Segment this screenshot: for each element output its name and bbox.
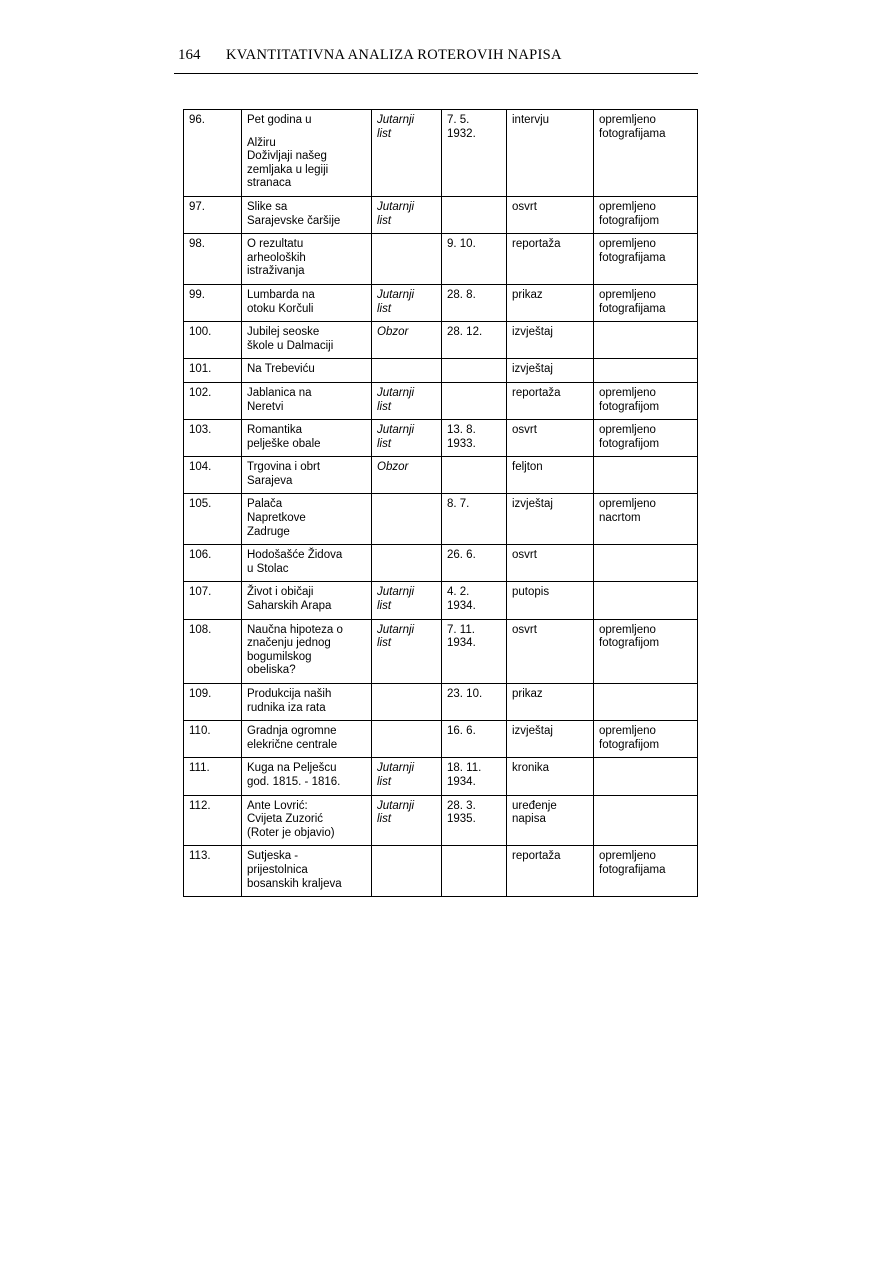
cell-title-line: u Stolac bbox=[247, 562, 289, 575]
cell-note-line: fotografijama bbox=[599, 127, 666, 140]
cell-note bbox=[594, 322, 698, 359]
cell-date bbox=[442, 196, 507, 233]
cell-date-line: 23. 10. bbox=[447, 688, 483, 700]
cell-date-line: 1932. bbox=[447, 127, 476, 140]
cell-genre bbox=[507, 795, 594, 846]
cell-genre bbox=[507, 322, 594, 359]
cell-date-line: 4. 2. bbox=[447, 586, 470, 599]
cell-date bbox=[442, 322, 507, 359]
cell-source-line: Jutarnji bbox=[377, 424, 415, 437]
table-row bbox=[184, 196, 698, 233]
table-row bbox=[184, 758, 698, 795]
cell-genre-line: izvještaj bbox=[512, 326, 553, 339]
cell-number-line: 109. bbox=[189, 688, 212, 700]
cell-date bbox=[442, 582, 507, 619]
cell-title-line: Sarajevske čaršije bbox=[247, 214, 341, 227]
cell-title-line: Jubilej seoske bbox=[247, 326, 320, 339]
cell-note-line: opremljeno bbox=[599, 288, 656, 301]
cell-source-line: Jutarnji bbox=[377, 762, 415, 775]
cell-genre-line: osvrt bbox=[512, 549, 537, 562]
cell-source-line: list bbox=[377, 637, 392, 650]
running-title: KVANTITATIVNA ANALIZA ROTEROVIH NAPISA bbox=[226, 47, 562, 63]
cell-title-line: Neretvi bbox=[247, 400, 284, 413]
cell-date-line: 28. 3. bbox=[447, 799, 476, 812]
cell-source-line: Jutarnji bbox=[377, 623, 415, 636]
cell-source bbox=[372, 619, 442, 683]
cell-title-line: Život i običaji bbox=[247, 586, 314, 599]
cell-title-line: Romantika bbox=[247, 424, 302, 437]
cell-title-line: značenju jednog bbox=[247, 637, 331, 650]
cell-date bbox=[442, 684, 507, 721]
cell-number-line: 104. bbox=[189, 461, 212, 474]
cell-title-line: Sutjeska - bbox=[247, 850, 299, 863]
cell-source bbox=[372, 110, 442, 197]
cell-genre bbox=[507, 284, 594, 321]
cell-date-line: 7. 5. bbox=[447, 114, 470, 126]
cell-number-line: 101. bbox=[189, 363, 212, 376]
cell-title-line: Lumbarda na bbox=[247, 288, 315, 301]
cell-number bbox=[184, 846, 242, 897]
cell-genre bbox=[507, 382, 594, 419]
cell-title bbox=[242, 457, 372, 494]
table-row bbox=[184, 619, 698, 683]
cell-title-line: istraživanja bbox=[247, 265, 305, 278]
cell-title-line: Trgovina i obrt bbox=[247, 461, 321, 474]
cell-note-line: opremljeno bbox=[599, 623, 656, 636]
cell-source-line: list bbox=[377, 600, 392, 613]
cell-note-line: nacrtom bbox=[599, 512, 641, 525]
table-row bbox=[184, 322, 698, 359]
cell-number-line: 110. bbox=[189, 725, 211, 738]
cell-note bbox=[594, 359, 698, 383]
cell-genre bbox=[507, 196, 594, 233]
cell-date bbox=[442, 234, 507, 285]
cell-date bbox=[442, 284, 507, 321]
header-rule bbox=[174, 73, 698, 74]
cell-note-line: fotografijama bbox=[599, 863, 666, 876]
cell-genre-line: feljton bbox=[512, 461, 543, 474]
table-row bbox=[184, 110, 698, 197]
cell-date bbox=[442, 382, 507, 419]
cell-genre-line: prikaz bbox=[512, 688, 543, 700]
cell-note bbox=[594, 494, 698, 545]
cell-note-line: fotografijom bbox=[599, 400, 660, 413]
cell-genre-line: reportaža bbox=[512, 850, 561, 863]
cell-title-line: Napretkove bbox=[247, 512, 306, 525]
cell-source-line: list bbox=[377, 437, 392, 450]
cell-title-line: Zadruge bbox=[247, 525, 290, 538]
cell-number bbox=[184, 196, 242, 233]
cell-note bbox=[594, 684, 698, 721]
cell-number-line: 112. bbox=[189, 799, 211, 812]
cell-source bbox=[372, 545, 442, 582]
cell-title-line: god. 1815. - 1816. bbox=[247, 775, 341, 788]
catalog-table-container bbox=[183, 109, 697, 897]
cell-title-line: Slike sa bbox=[247, 200, 288, 213]
catalog-table bbox=[183, 109, 698, 897]
cell-date bbox=[442, 846, 507, 897]
cell-source bbox=[372, 359, 442, 383]
cell-title-line: Cvijeta Zuzorić bbox=[247, 813, 324, 826]
cell-date bbox=[442, 359, 507, 383]
cell-source bbox=[372, 382, 442, 419]
cell-title-line: Gradnja ogromne bbox=[247, 725, 337, 738]
cell-title-line: obeliska? bbox=[247, 664, 296, 677]
cell-number bbox=[184, 619, 242, 683]
cell-number bbox=[184, 284, 242, 321]
cell-note-line: opremljeno bbox=[599, 238, 656, 251]
line-gap bbox=[247, 128, 367, 137]
cell-source bbox=[372, 234, 442, 285]
cell-date-line: 13. 8. bbox=[447, 424, 476, 437]
cell-number-line: 107. bbox=[189, 586, 212, 599]
cell-date-line: 16. 6. bbox=[447, 725, 476, 738]
cell-title bbox=[242, 359, 372, 383]
cell-title-line: Saharskih Arapa bbox=[247, 600, 332, 613]
cell-number bbox=[184, 494, 242, 545]
cell-title bbox=[242, 758, 372, 795]
cell-note-line: opremljeno bbox=[599, 850, 656, 863]
cell-genre bbox=[507, 846, 594, 897]
cell-note bbox=[594, 457, 698, 494]
cell-source-line: Jutarnji bbox=[377, 200, 415, 213]
cell-source bbox=[372, 684, 442, 721]
cell-genre-line: reportaža bbox=[512, 386, 561, 399]
cell-date bbox=[442, 721, 507, 758]
cell-number bbox=[184, 322, 242, 359]
cell-genre bbox=[507, 420, 594, 457]
cell-title bbox=[242, 234, 372, 285]
cell-genre-line: prikaz bbox=[512, 288, 543, 301]
cell-source bbox=[372, 420, 442, 457]
cell-note-line: opremljeno bbox=[599, 498, 656, 511]
cell-source bbox=[372, 721, 442, 758]
cell-title-line: Alžiru bbox=[247, 136, 276, 149]
cell-number bbox=[184, 721, 242, 758]
cell-title-line: bosanskih kraljeva bbox=[247, 877, 342, 890]
cell-date bbox=[442, 420, 507, 457]
cell-note bbox=[594, 795, 698, 846]
cell-title bbox=[242, 846, 372, 897]
cell-number-line: 111. bbox=[189, 762, 210, 775]
cell-genre bbox=[507, 721, 594, 758]
cell-note-line: fotografijama bbox=[599, 302, 666, 315]
cell-source-line: Obzor bbox=[377, 461, 409, 474]
cell-title bbox=[242, 795, 372, 846]
table-row bbox=[184, 359, 698, 383]
cell-date-line: 1933. bbox=[447, 437, 476, 450]
cell-number-line: 103. bbox=[189, 424, 212, 437]
cell-number-line: 108. bbox=[189, 623, 212, 636]
cell-title bbox=[242, 196, 372, 233]
table-row bbox=[184, 494, 698, 545]
table-row bbox=[184, 684, 698, 721]
table-row bbox=[184, 457, 698, 494]
cell-source-line: Jutarnji bbox=[377, 386, 415, 399]
cell-number bbox=[184, 359, 242, 383]
cell-note bbox=[594, 420, 698, 457]
cell-genre bbox=[507, 110, 594, 197]
cell-date-line: 28. 8. bbox=[447, 288, 476, 301]
cell-number bbox=[184, 795, 242, 846]
cell-genre bbox=[507, 582, 594, 619]
cell-date bbox=[442, 758, 507, 795]
cell-date-line: 26. 6. bbox=[447, 549, 476, 562]
cell-source bbox=[372, 196, 442, 233]
cell-date bbox=[442, 795, 507, 846]
cell-note bbox=[594, 846, 698, 897]
catalog-table-body bbox=[184, 110, 698, 897]
cell-title-line: Doživljaji našeg bbox=[247, 150, 327, 163]
cell-number bbox=[184, 457, 242, 494]
cell-note-line: fotografijom bbox=[599, 738, 660, 751]
cell-note-line: opremljeno bbox=[599, 386, 656, 399]
cell-title bbox=[242, 545, 372, 582]
cell-title-line: Na Trebeviću bbox=[247, 363, 315, 376]
cell-date-line: 28. 12. bbox=[447, 326, 483, 339]
cell-title-line: zemljaka u legiji bbox=[247, 163, 329, 176]
cell-title-line: Sarajeva bbox=[247, 474, 293, 487]
cell-date bbox=[442, 457, 507, 494]
cell-genre-line: izvještaj bbox=[512, 498, 553, 511]
table-row bbox=[184, 284, 698, 321]
cell-title-line: Palača bbox=[247, 498, 283, 511]
table-row bbox=[184, 382, 698, 419]
table-row bbox=[184, 420, 698, 457]
cell-number bbox=[184, 758, 242, 795]
cell-note bbox=[594, 545, 698, 582]
cell-note bbox=[594, 619, 698, 683]
cell-title bbox=[242, 322, 372, 359]
cell-title bbox=[242, 382, 372, 419]
cell-source bbox=[372, 846, 442, 897]
cell-title bbox=[242, 284, 372, 321]
table-row bbox=[184, 545, 698, 582]
cell-number bbox=[184, 110, 242, 197]
cell-date-line: 8. 7. bbox=[447, 498, 470, 511]
cell-note bbox=[594, 758, 698, 795]
cell-title-line: stranaca bbox=[247, 177, 292, 190]
cell-title-line: arheoloških bbox=[247, 251, 306, 264]
cell-title-line: škole u Dalmaciji bbox=[247, 339, 334, 352]
cell-genre-line: izvještaj bbox=[512, 725, 553, 738]
cell-note bbox=[594, 110, 698, 197]
cell-note-line: opremljeno bbox=[599, 200, 656, 213]
cell-source-line: list bbox=[377, 127, 392, 140]
cell-number-line: 99. bbox=[189, 288, 205, 301]
cell-genre-line: uređenje bbox=[512, 799, 557, 812]
cell-number bbox=[184, 420, 242, 457]
cell-genre bbox=[507, 619, 594, 683]
cell-date-line: 18. 11. bbox=[447, 762, 482, 775]
cell-title bbox=[242, 494, 372, 545]
cell-note-line: fotografijama bbox=[599, 251, 666, 264]
cell-source-line: list bbox=[377, 400, 392, 413]
page-number: 164 bbox=[178, 47, 201, 63]
cell-genre bbox=[507, 494, 594, 545]
table-row bbox=[184, 846, 698, 897]
cell-source-line: list bbox=[377, 214, 392, 227]
cell-date-line: 7. 11. bbox=[447, 623, 475, 636]
cell-number-line: 105. bbox=[189, 498, 212, 511]
cell-note-line: fotografijom bbox=[599, 214, 660, 227]
cell-source bbox=[372, 795, 442, 846]
running-head bbox=[174, 46, 698, 64]
cell-number-line: 113. bbox=[189, 850, 211, 863]
cell-title-line: O rezultatu bbox=[247, 238, 304, 251]
cell-title-line: Ante Lovrić: bbox=[247, 799, 308, 812]
cell-note-line: opremljeno bbox=[599, 114, 656, 126]
cell-genre-line: napisa bbox=[512, 813, 546, 826]
cell-source bbox=[372, 494, 442, 545]
cell-genre bbox=[507, 545, 594, 582]
cell-title bbox=[242, 420, 372, 457]
cell-number-line: 102. bbox=[189, 386, 212, 399]
cell-title bbox=[242, 110, 372, 197]
cell-source-line: list bbox=[377, 302, 392, 315]
table-row bbox=[184, 721, 698, 758]
cell-title-line: Jablanica na bbox=[247, 386, 312, 399]
cell-date-line: 9. 10. bbox=[447, 238, 476, 251]
cell-title-line: prijestolnica bbox=[247, 863, 308, 876]
cell-number-line: 97. bbox=[189, 200, 205, 213]
cell-title-line: Hodošašće Židova bbox=[247, 549, 343, 562]
cell-number bbox=[184, 234, 242, 285]
cell-source bbox=[372, 758, 442, 795]
cell-genre bbox=[507, 758, 594, 795]
cell-source bbox=[372, 582, 442, 619]
table-row bbox=[184, 234, 698, 285]
cell-genre-line: osvrt bbox=[512, 623, 537, 636]
cell-number bbox=[184, 684, 242, 721]
cell-note bbox=[594, 582, 698, 619]
cell-title-line: Naučna hipoteza o bbox=[247, 623, 343, 636]
cell-date-line: 1934. bbox=[447, 775, 476, 788]
cell-genre bbox=[507, 684, 594, 721]
cell-note-line: opremljeno bbox=[599, 424, 656, 437]
cell-title-line: elekrične centrale bbox=[247, 738, 338, 751]
cell-date-line: 1934. bbox=[447, 600, 476, 613]
cell-date-line: 1935. bbox=[447, 813, 476, 826]
cell-source-line: list bbox=[377, 813, 392, 826]
cell-number-line: 106. bbox=[189, 549, 212, 562]
cell-title-line: Produkcija naših bbox=[247, 688, 332, 700]
cell-genre bbox=[507, 457, 594, 494]
cell-title bbox=[242, 721, 372, 758]
cell-source-line: Jutarnji bbox=[377, 114, 415, 126]
cell-note bbox=[594, 196, 698, 233]
cell-title-line: otoku Korčuli bbox=[247, 302, 314, 315]
cell-source-line: Jutarnji bbox=[377, 586, 415, 599]
cell-number-line: 100. bbox=[189, 326, 212, 339]
cell-genre-line: osvrt bbox=[512, 200, 537, 213]
cell-date bbox=[442, 110, 507, 197]
cell-source bbox=[372, 284, 442, 321]
cell-genre-line: izvještaj bbox=[512, 363, 553, 376]
table-row bbox=[184, 582, 698, 619]
cell-number-line: 96. bbox=[189, 114, 205, 126]
cell-date-line: 1934. bbox=[447, 637, 476, 650]
cell-title bbox=[242, 582, 372, 619]
cell-genre-line: kronika bbox=[512, 762, 550, 775]
cell-note-line: opremljeno bbox=[599, 725, 656, 738]
cell-genre-line: reportaža bbox=[512, 238, 561, 251]
cell-note-line: fotografijom bbox=[599, 637, 660, 650]
cell-date bbox=[442, 494, 507, 545]
cell-note-line: fotografijom bbox=[599, 437, 660, 450]
cell-title-line: Kuga na Pelješcu bbox=[247, 762, 337, 775]
cell-genre-line: intervju bbox=[512, 114, 550, 126]
cell-note bbox=[594, 284, 698, 321]
cell-title bbox=[242, 619, 372, 683]
cell-title-line: (Roter je objavio) bbox=[247, 826, 335, 839]
cell-source bbox=[372, 457, 442, 494]
cell-title bbox=[242, 684, 372, 721]
cell-note bbox=[594, 234, 698, 285]
cell-number bbox=[184, 382, 242, 419]
table-row bbox=[184, 795, 698, 846]
cell-number bbox=[184, 582, 242, 619]
cell-genre-line: putopis bbox=[512, 586, 550, 599]
cell-note bbox=[594, 721, 698, 758]
cell-number-line: 98. bbox=[189, 238, 205, 251]
cell-title-line: bogumilskog bbox=[247, 650, 312, 663]
cell-title-line: pelješke obale bbox=[247, 437, 321, 450]
cell-number bbox=[184, 545, 242, 582]
cell-genre bbox=[507, 359, 594, 383]
cell-source-line: Jutarnji bbox=[377, 288, 415, 301]
cell-title-line: Pet godina u bbox=[247, 114, 312, 126]
cell-genre-line: osvrt bbox=[512, 424, 537, 437]
cell-source bbox=[372, 322, 442, 359]
cell-date bbox=[442, 619, 507, 683]
cell-source-line: Obzor bbox=[377, 326, 409, 339]
cell-genre bbox=[507, 234, 594, 285]
cell-source-line: Jutarnji bbox=[377, 799, 415, 812]
cell-title-line: rudnika iza rata bbox=[247, 701, 326, 714]
cell-note bbox=[594, 382, 698, 419]
cell-date bbox=[442, 545, 507, 582]
cell-source-line: list bbox=[377, 775, 392, 788]
